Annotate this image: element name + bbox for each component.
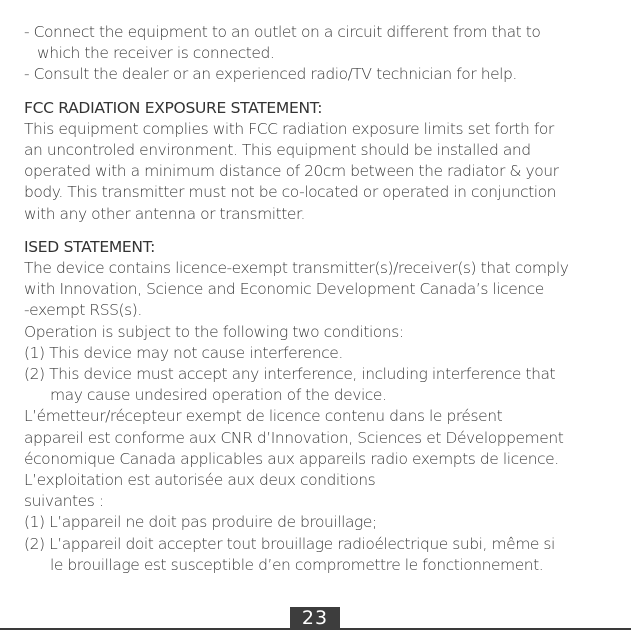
fcc-advice-item-3-line-2: which the receiver is connected. (37, 44, 275, 63)
section-gap (24, 225, 624, 237)
ised-intro-line: The device contains licence-exempt transmitter(s)/receiver(s) that comply (24, 259, 569, 278)
ised-french-condition-2-line-1: (2) L’appareil doit accepter tout brouillage radioélectrique subi, même si (24, 534, 555, 553)
ised-intro-line: -exempt RSS(s). (24, 301, 142, 320)
document-page (24, 22, 624, 576)
ised-condition-2-line-1: (2) This device must accept any interference, including interference that (24, 365, 556, 384)
ised-french-condition-1: (1) L’appareil ne doit pas produire de brouillage; (24, 513, 377, 532)
fcc-radiation-heading: FCC RADIATION EXPOSURE STATEMENT: (24, 98, 323, 117)
ised-french-line: L’exploitation est autorisée aux deux conditions (24, 471, 376, 490)
section-gap (24, 86, 624, 98)
fcc-advice-item-4: - Consult the dealer or an experienced radio/TV technician for help. (24, 65, 517, 84)
fcc-radiation-line: This equipment complies with FCC radiation exposure limits set forth for (24, 119, 554, 138)
ised-french-line: suivantes : (24, 492, 104, 511)
fcc-advice-item-3-line-1: - Connect the equipment to an outlet on a circuit different from that to (24, 23, 541, 41)
ised-french-line: appareil est conforme aux CNR d’Innovation, Sciences et Développement (24, 428, 564, 447)
page-number-badge: 23 (290, 607, 340, 630)
ised-intro-line: with Innovation, Science and Economic Development Canada’s licence (24, 280, 544, 299)
fcc-radiation-line: an uncontroled environment. This equipment should be installed and (24, 141, 531, 160)
ised-condition-1: (1) This device may not cause interference. (24, 343, 343, 362)
ised-condition-2-line-2: may cause undesired operation of the device. (50, 386, 387, 405)
ised-french-condition-2-line-2: le brouillage est susceptible d’en compromettre le fonctionnement. (50, 555, 544, 574)
ised-french-line: L’émetteur/récepteur exempt de licence contenu dans le présent (24, 407, 503, 426)
fcc-radiation-line: operated with a minimum distance of 20cm between the radiator & your (24, 162, 559, 181)
ised-intro-line: Operation is subject to the following two conditions: (24, 322, 404, 341)
fcc-radiation-line: with any other antenna or transmitter. (24, 204, 305, 223)
ised-heading: ISED STATEMENT: (24, 237, 156, 256)
fcc-radiation-line: body. This transmitter must not be co-located or operated in conjunction (24, 183, 557, 202)
ised-french-line: économique Canada applicables aux appareils radio exempts de licence. (24, 449, 559, 468)
